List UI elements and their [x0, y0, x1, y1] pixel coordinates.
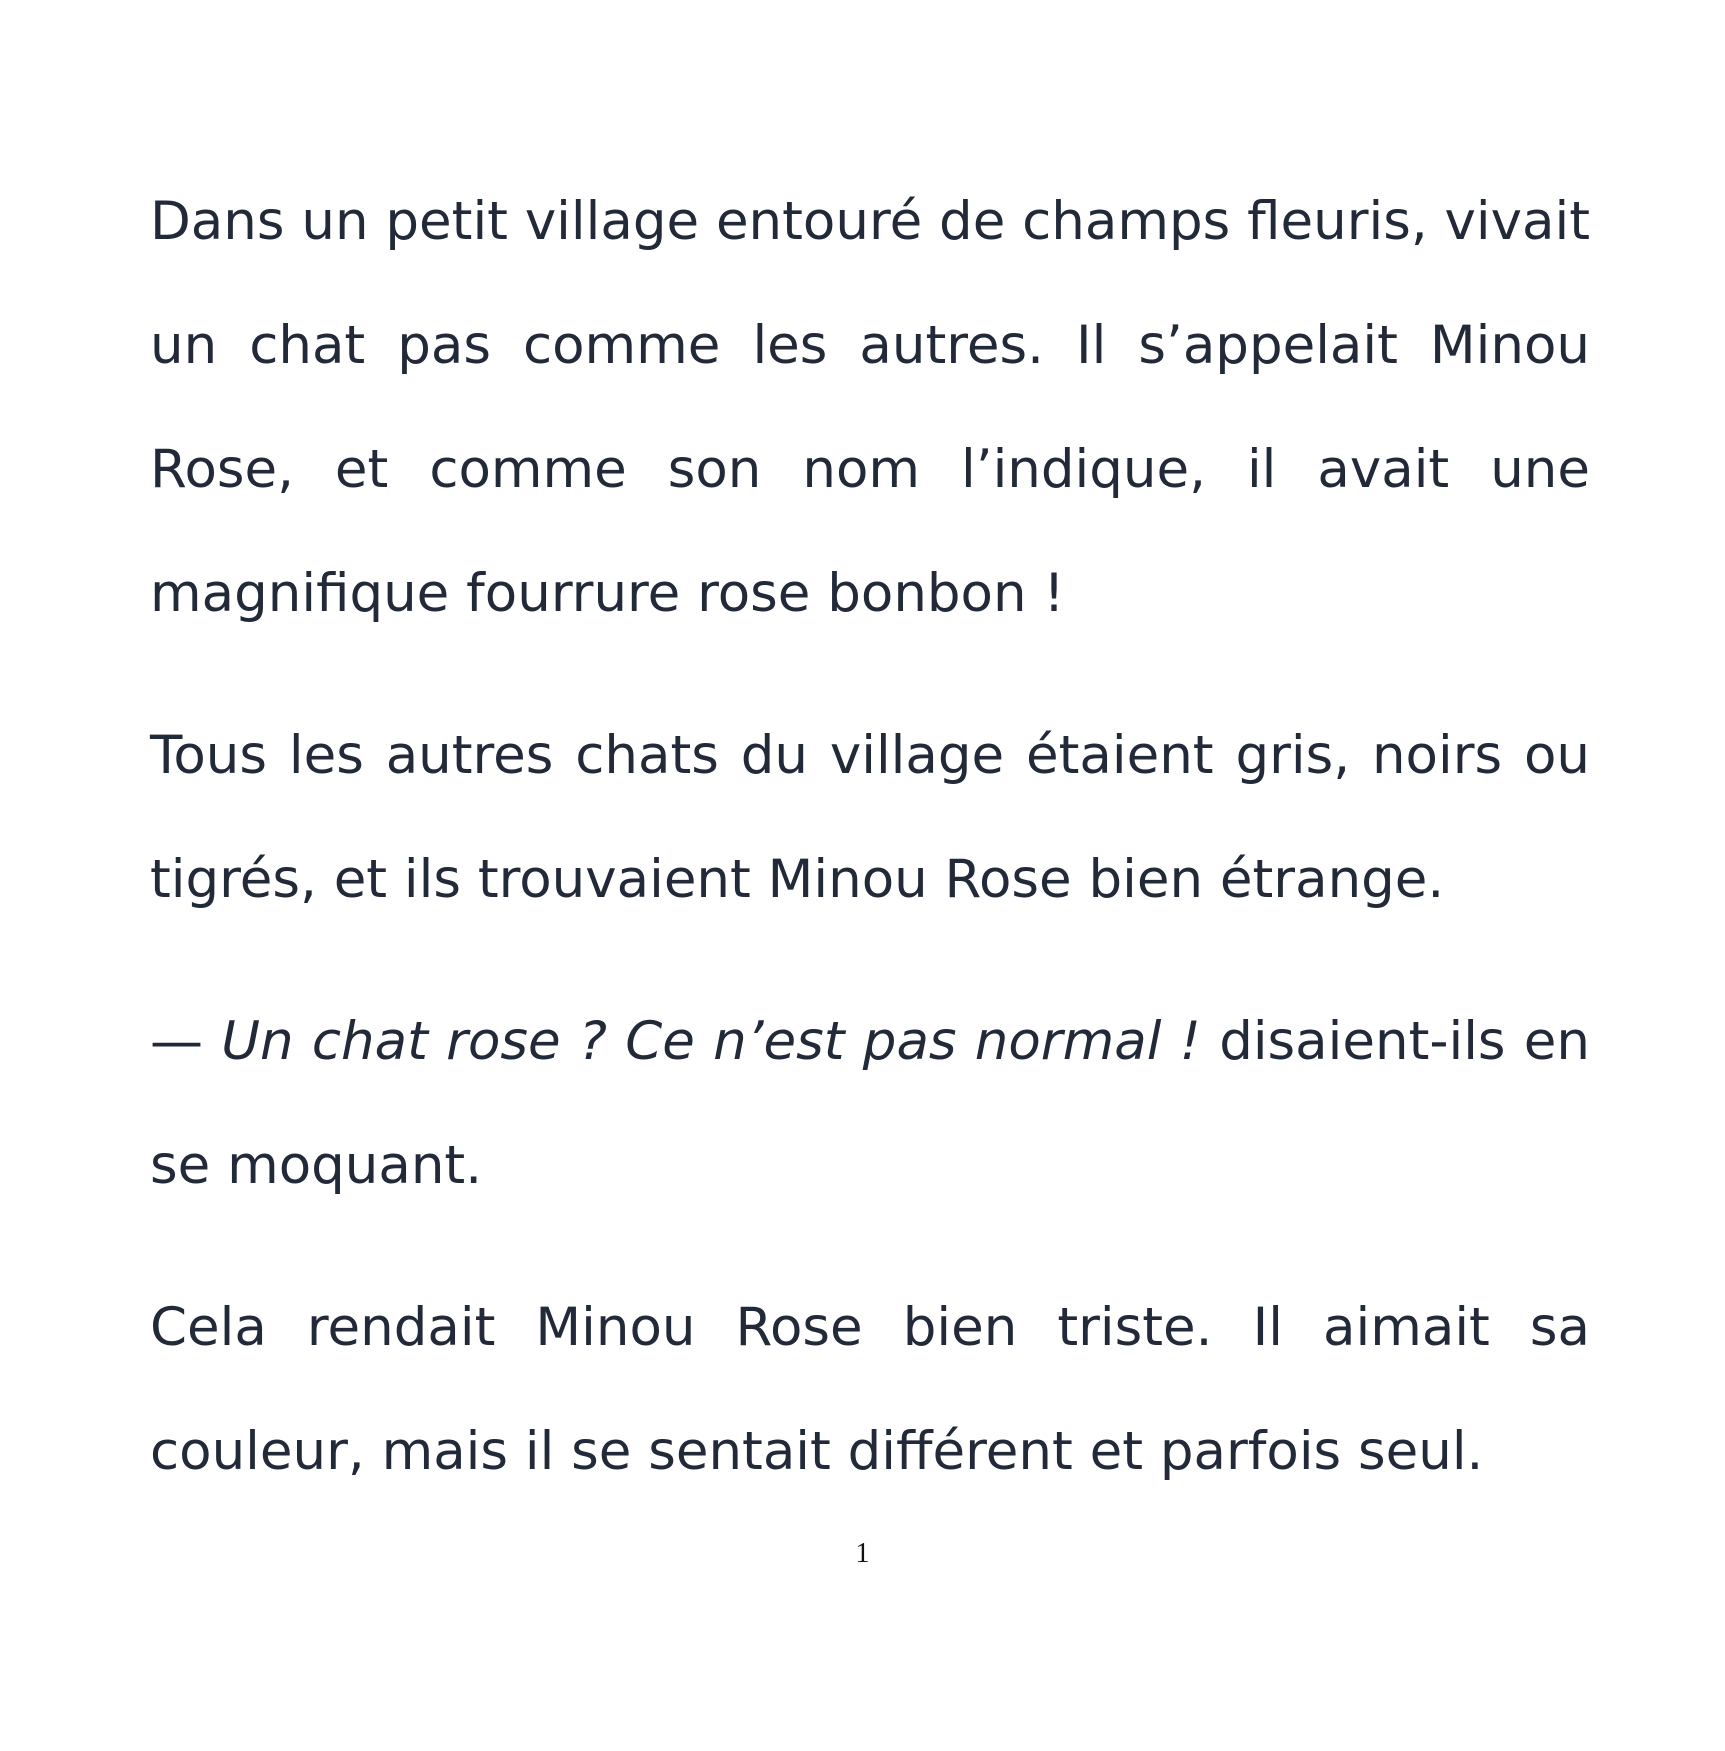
page-number: 1 — [855, 1538, 870, 1569]
paragraph-3-dialogue — [150, 980, 1590, 1228]
paragraph-1: Dans un petit village entouré de champs fleuris, vivait un chat pas comme les autres. Il s’appelait Minou Rose, et comme son nom l’indique, il avait une magnifique fourrure rose bonbon ! — [150, 191, 1590, 624]
paragraph-4: Cela rendait Minou Rose bien triste. Il aimait sa couleur, mais il se sentait différent et parfois seul. — [150, 1297, 1590, 1482]
dialogue-quote: Un chat rose ? Ce n’est pas normal ! — [221, 1011, 1201, 1072]
dialogue-narration: disaient-ils en se moquant. — [150, 1011, 1590, 1196]
dialogue-dash: — — [150, 1011, 222, 1072]
story-text — [150, 160, 1590, 1514]
paragraph-2: Tous les autres chats du village étaient gris, noirs ou tigrés, et ils trouvaient Minou Rose bien étrange. — [150, 725, 1590, 910]
